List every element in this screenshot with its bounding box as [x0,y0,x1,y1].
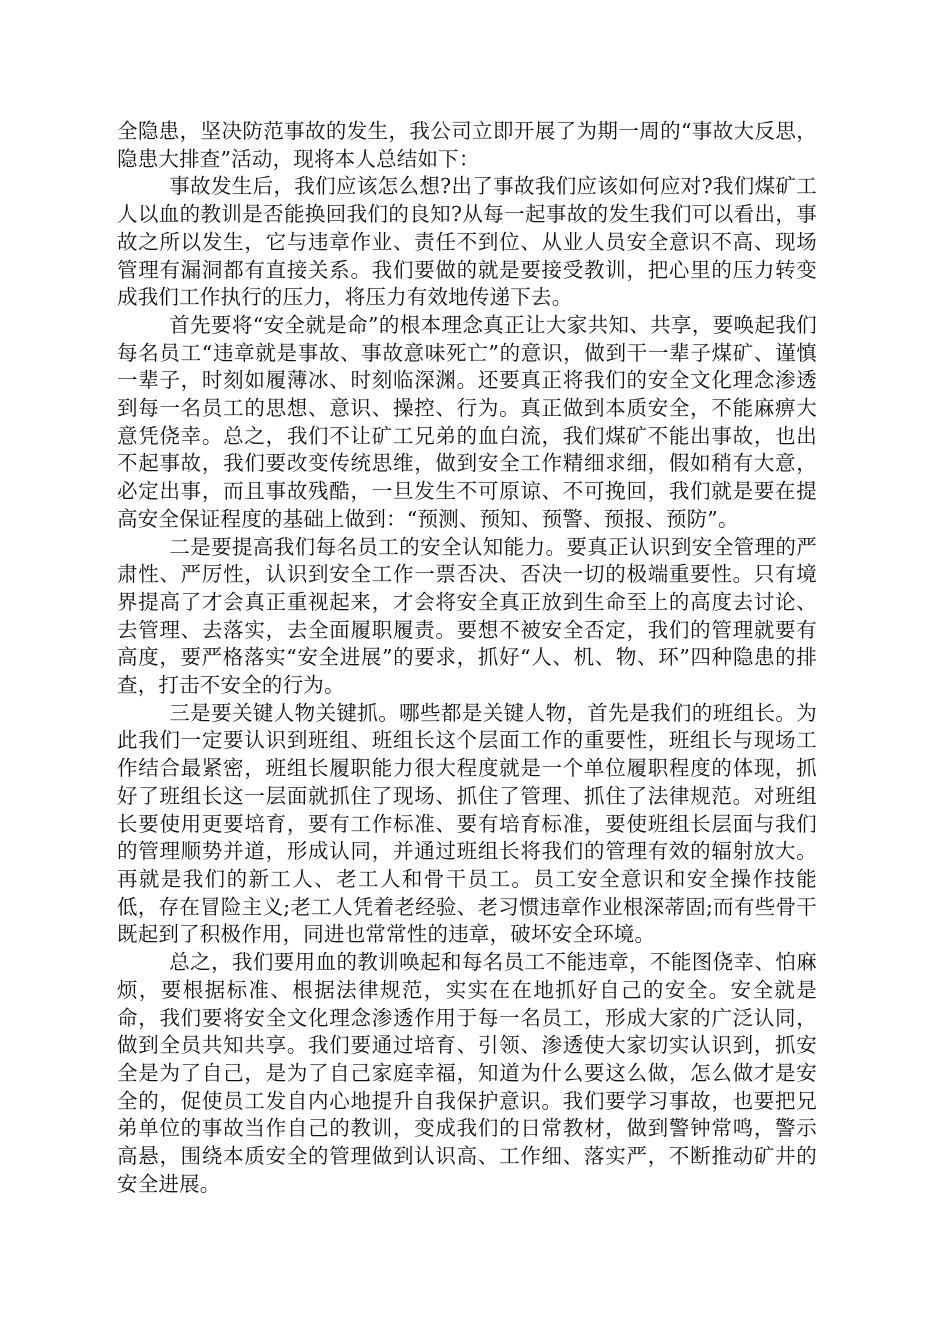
paragraph-intro: 全隐患，坚决防范事故的发生，我公司立即开展了为期一周的“事故大反思，隐患大排查”活动，现将本人总结如下： [117,119,817,171]
paragraph-reflection: 事故发生后，我们应该怎么想?出了事故我们应该如何应对?我们煤矿工人以血的教训是否能换回我们的良知?从每一起事故的发生我们可以看出，事故之所以发生，它与违章作业、责任不到位、从业人员安全意识不高、现场管理有漏洞都有直接关系。我们要做的就是要接受教训，把心里的压力转变成我们工作执行的压力，将压力有效地传递下去。 [117,174,817,310]
paragraph-first-point: 首先要将“安全就是命”的根本理念真正让大家共知、共享，要唤起我们每名员工“违章就是事故、事故意味死亡”的意识，做到干一辈子煤矿、谨慎一辈子，时刻如履薄冰、时刻临深渊。还要真正将我们的安全文化理念渗透到每一名员工的思想、意识、操控、行为。真正做到本质安全，不能麻痹大意凭侥幸。总之，我们不让矿工兄弟的血白流，我们煤矿不能出事故，也出不起事故，我们要改变传统思维，做到安全工作精细求细，假如稍有大意，必定出事，而且事故残酷，一旦发生不可原谅、不可挽回，我们就是要在提高安全保证程度的基础上做到：“预测、预知、预警、预报、预防”。 [117,312,817,531]
paragraph-second-point: 二是要提高我们每名员工的安全认知能力。要真正认识到安全管理的严肃性、严厉性，认识到安全工作一票否决、否决一切的极端重要性。只有境界提高了才会真正重视起来，才会将安全真正放到生命至上的高度去讨论、去管理、去落实，去全面履职履责。要想不被安全否定，我们的管理就要有高度，要严格落实“安全进展”的要求，抓好“人、机、物、环”四种隐患的排查，打击不安全的行为。 [117,534,817,698]
paragraph-third-point: 三是要关键人物关键抓。哪些都是关键人物，首先是我们的班组长。为此我们一定要认识到班组、班组长这个层面工作的重要性，班组长与现场工作结合最紧密，班组长履职能力很大程度就是一个单位履职程度的体现，抓好了班组长这一层面就抓住了现场、抓住了管理、抓住了法律规范。对班组长要使用更要培育，要有工作标准、要有培育标准，要使班组长层面与我们的管理顺势并道，形成认同，并通过班组长将我们的管理有效的辐射放大。再就是我们的新工人、老工人和骨干员工。员工安全意识和安全操作技能低，存在冒险主义;老工人凭着老经验、老习惯违章作业根深蒂固;而有些骨干既起到了积极作用，同进也常常性的违章，破坏安全环境。 [117,700,817,947]
document-body [117,118,817,1198]
paragraph-summary: 总之，我们要用血的教训唤起和每名员工不能违章，不能图侥幸、怕麻烦，要根据标准、根据法律规范，实实在在地抓好自己的安全。安全就是命，我们要将安全文化理念渗透作用于每一名员工，形成大家的广泛认同，做到全员共知共享。我们要通过培育、引领、渗透使大家切实认识到，抓安全是为了自己，是为了自己家庭幸福，知道为什么要这么做，怎么做才是安全的，促使员工发自内心地提升自我保护意识。我们要学习事故，也要把兄弟单位的事故当作自己的教训，变成我们的日常教材，做到警钟常鸣，警示高悬，围绕本质安全的管理做到认识高、工作细、落实严，不断推动矿井的安全进展。 [117,950,817,1196]
